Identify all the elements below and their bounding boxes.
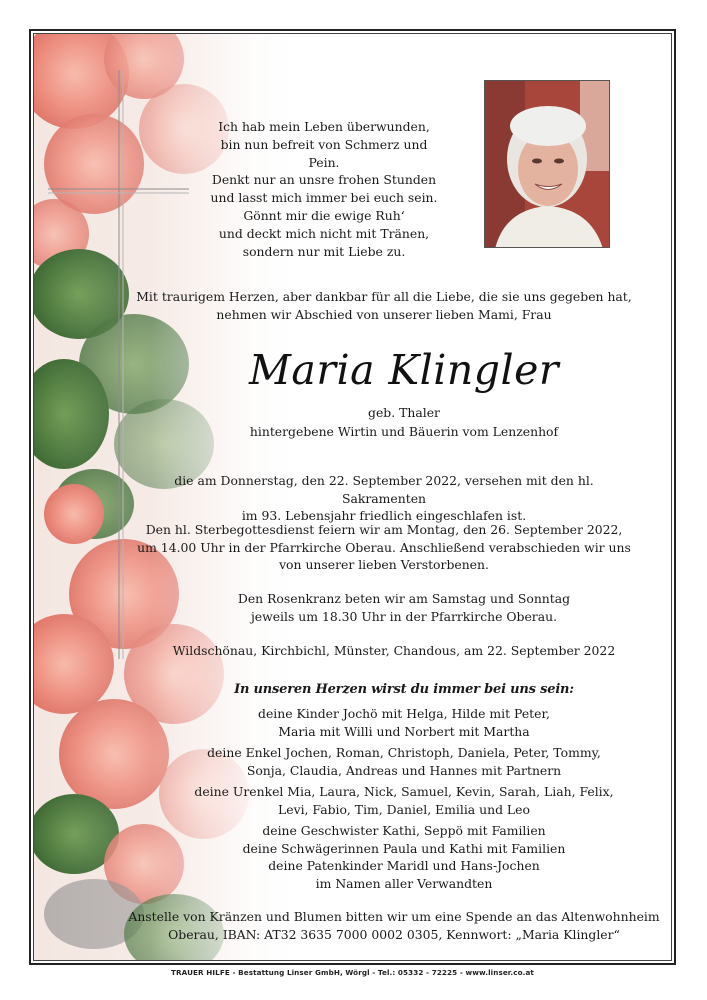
deceased-name: Maria Klingler [248, 346, 560, 394]
poem-line: Ich hab mein Leben überwunden, [218, 119, 430, 134]
poem-line: und lasst mich immer bei euch sein. [210, 190, 438, 206]
hearts-heading: In unseren Herzen wirst du immer bei uns sein: [234, 682, 574, 697]
funeral-mass-info [134, 521, 634, 574]
place-date: Wildschönau, Kirchbichl, Münster, Chandous, am 22. September 2022 [172, 643, 616, 658]
family-line: deine Geschwister Kathi, Seppö mit Familien [262, 823, 546, 838]
intro-line: nehmen wir Abschied von unserer lieben Mami, Frau [216, 306, 552, 322]
family-line: deine Urenkel Mia, Laura, Nick, Samuel, Kevin, Sarah, Liah, Felix, [194, 784, 614, 799]
donation-line: Anstelle von Kränzen und Blumen bitten wir um eine Spende an das Altenwohnheim [128, 909, 660, 924]
mass-line: von unserer lieben Verstorbenen. [279, 557, 489, 572]
donation-line: Oberau, IBAN: AT32 3635 7000 0002 0305, Kennwort: „Maria Klingler“ [168, 926, 620, 942]
death-line: im 93. Lebensjahr friedlich eingeschlafen ist. [241, 508, 527, 523]
family-line: deine Schwägerinnen Paula und Kathi mit Familien [242, 840, 566, 856]
rosary-line: Den Rosenkranz beten wir am Samstag und Sonntag [237, 591, 571, 606]
family-line: Sonja, Claudia, Andreas und Hannes mit Partnern [246, 762, 562, 778]
mass-line: Den hl. Sterbegottesdienst feiern wir am Montag, den 26. September 2022, [145, 522, 623, 537]
notice-card [33, 33, 672, 961]
death-line: die am Donnerstag, den 22. September 2022, versehen mit den hl. Sakramenten [174, 473, 594, 506]
family-line: deine Enkel Jochen, Roman, Christoph, Daniela, Peter, Tommy, [207, 745, 601, 760]
deceased-role: hintergebene Wirtin und Bäuerin vom Lenzenhof [249, 424, 559, 439]
family-line: im Namen aller Verwandten [315, 875, 493, 891]
poem-line: bin nun befreit von Schmerz und Pein. [220, 136, 428, 170]
poem-line: Denkt nur an unsre frohen Stunden [211, 172, 437, 188]
poem-line: sondern nur mit Liebe zu. [242, 243, 406, 259]
poem-line: Gönnt mir die ewige Ruh‘ [243, 207, 405, 223]
family-line: Levi, Fabio, Tim, Daniel, Emilia und Leo [278, 801, 530, 817]
intro-text [134, 288, 634, 323]
rosary-info [184, 590, 624, 625]
family-line: deine Patenkinder Maridl und Hans-Jochen [268, 858, 540, 873]
maiden-name: geb. Thaler [368, 405, 440, 420]
family-children [164, 705, 644, 740]
death-notice [134, 472, 634, 525]
family-line: deine Kinder Jochö mit Helga, Hilde mit Peter, [258, 706, 550, 721]
family-others [164, 822, 644, 892]
family-grandchildren [164, 744, 644, 779]
poem [209, 118, 439, 260]
rosary-line: jeweils um 18.30 Uhr in der Pfarrkirche Oberau. [250, 608, 558, 624]
poem-line: und deckt mich nicht mit Tränen, [218, 225, 430, 241]
family-great-grandchildren [164, 783, 644, 818]
family-line: Maria mit Willi und Norbert mit Martha [278, 723, 530, 739]
mass-line: um 14.00 Uhr in der Pfarrkirche Oberau. Anschließend verabschieden wir uns [137, 539, 631, 555]
footer-imprint: TRAUER HILFE - Bestattung Linser GmbH, Wörgl - Tel.: 05332 - 72225 - www.linser.co.at [171, 968, 534, 977]
donation-request [114, 908, 672, 943]
intro-line: Mit traurigem Herzen, aber dankbar für all die Liebe, die sie uns gegeben hat, [136, 289, 632, 304]
